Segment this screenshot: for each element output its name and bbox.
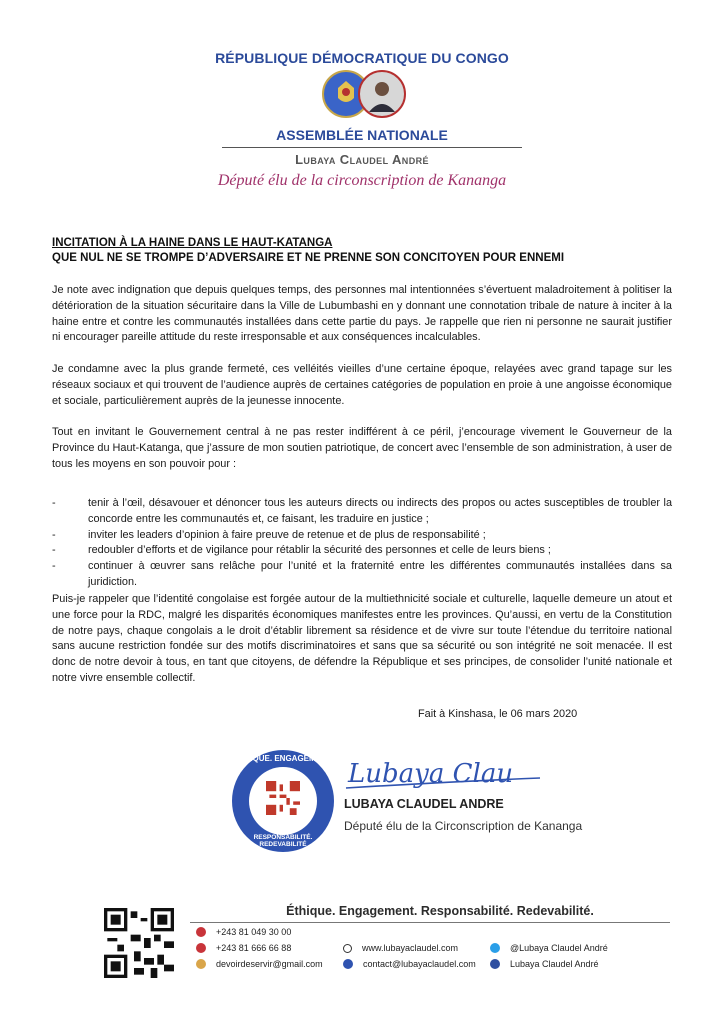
headline-line-1: INCITATION À LA HAINE DANS LE HAUT-KATANGA (52, 237, 333, 249)
signer-name: LUBAYA CLAUDEL ANDRE (344, 797, 504, 811)
paragraph-4: Puis-je rappeler que l’identité congolaise est forgée autour de la multiethnicité sociale et culturelle, laquelle demeure un atout et une force pour la RDC, malgré les disparités économiques manifestes entre les provinces. Qu’aussi, en vertu de la Constitution de notre pays, chaque congolais a le droit d’établir librement sa résidence et de vivre sur toute l’étendue du territoire national sans aucune restriction fondée sur des motifs discriminatoires et sans que sa sécurité ou son intégrité ne soit menacée. Il est donc de notre devoir à tous, en tant que citoyens, de défendre la République et ses principes, de consolider l’unité nationale et notre vivre ensemble collectif. (52, 593, 672, 684)
list-item: - tenir à l’œil, désavouer et dénoncer tous les auteurs directs ou indirects des propos ou actes susceptibles de troubler la concorde entre les communautés et, ce faisant, les traduire en justice ; (52, 497, 672, 525)
contact-facebook: Lubaya Claudel André (490, 959, 599, 969)
list-item: - continuer à œuvrer sans relâche pour l’unité et la fraternité entre les différentes communautés installées dans sa juridiction. (52, 560, 672, 588)
signer-title: Député élu de la Circonscription de Kananga (344, 819, 583, 833)
envelope-icon (343, 959, 353, 969)
contact-phone-2: +243 81 666 66 88 (196, 943, 291, 953)
place-date: Fait à Kinshasa, le 06 mars 2020 (418, 708, 578, 720)
globe-icon (343, 944, 352, 953)
contact-email-personal: devoirdeservir@gmail.com (196, 959, 323, 969)
seal-bottom-text: RESPONSABILITÉ. REDEVABILITÉ (253, 834, 313, 848)
deputy-title: Député élu de la circonscription de Kananga (217, 172, 507, 189)
list-item: - inviter les leaders d’opinion à faire preuve de retenue et de plus de responsabilité ; (52, 528, 486, 541)
contact-email: contact@lubayaclaudel.com (343, 959, 476, 969)
assembly-title: ASSEMBLÉE NATIONALE (276, 127, 448, 143)
action-list (52, 496, 672, 591)
seal-top-text: ÉTHIQUE. ENGAGEMENT (234, 754, 332, 763)
deputy-name: Lubaya Claudel André (295, 152, 429, 167)
seal-qr-icon (266, 781, 300, 815)
republic-title: RÉPUBLIQUE DÉMOCRATIQUE DU CONGO (215, 50, 509, 66)
contact-twitter: @Lubaya Claudel André (490, 943, 608, 953)
footer-divider (190, 922, 670, 923)
paragraph-2: Je condamne avec la plus grande fermeté, ces velléités vieilles d’une certaine époque, relayées avec grand tapage sur les réseaux sociaux et qui trouvent de l’audience auprès de certaines catégories de population en proie à une angoisse économique et sociale, particulièrement auprès de la jeunesse innocente. (52, 363, 672, 407)
list-item: - redoubler d’efforts et de vigilance pour rétablir la sécurité des personnes et celle de leurs biens ; (52, 544, 551, 557)
facebook-icon (490, 959, 500, 969)
svg-text:Lubaya Clau: Lubaya Clau (348, 759, 514, 789)
header-emblems (322, 70, 404, 120)
footer-qr-code-icon (104, 908, 174, 978)
contact-phone-1: +243 81 049 30 00 (196, 927, 291, 937)
phone-icon (196, 927, 206, 937)
paragraph-3: Tout en invitant le Gouvernement central à ne pas rester indifférent à ce péril, j’encourage vivement le Gouverneur de la Province du Haut-Katanga, que j’assure de mon soutien patriotique, de concert avec l’ensemble de son administration, à user de tous les moyens en son pouvoir pour : (52, 426, 672, 470)
seal-stamp (232, 750, 334, 852)
mail-icon (196, 959, 206, 969)
handwritten-signature (344, 752, 544, 794)
twitter-icon (490, 943, 500, 953)
paragraph-1: Je note avec indignation que depuis quelques temps, des personnes mal intentionnées s’évertuent maladroitement à politiser la détérioration de la situation sécuritaire dans la Ville de Lubumbashi en y donnant une connotation tribale de nature à inciter à la haine entre et contre les communautés installées dans cette partie du pays. Je rappelle que rien ni personne ne saurait justifier ni encourager pareille attitude du reste irresponsable et aux conséquences incalculables. (52, 284, 672, 344)
deputy-portrait-icon (358, 70, 406, 118)
phone-icon (196, 943, 206, 953)
contact-website: www.lubayaclaudel.com (343, 943, 458, 953)
headline-line-2: QUE NUL NE SE TROMPE D’ADVERSAIRE ET NE PRENNE SON CONCITOYEN POUR ENNEMI (52, 252, 565, 264)
footer-motto: Éthique. Engagement. Responsabilité. Redevabilité. (286, 904, 594, 918)
header-divider (222, 147, 522, 148)
